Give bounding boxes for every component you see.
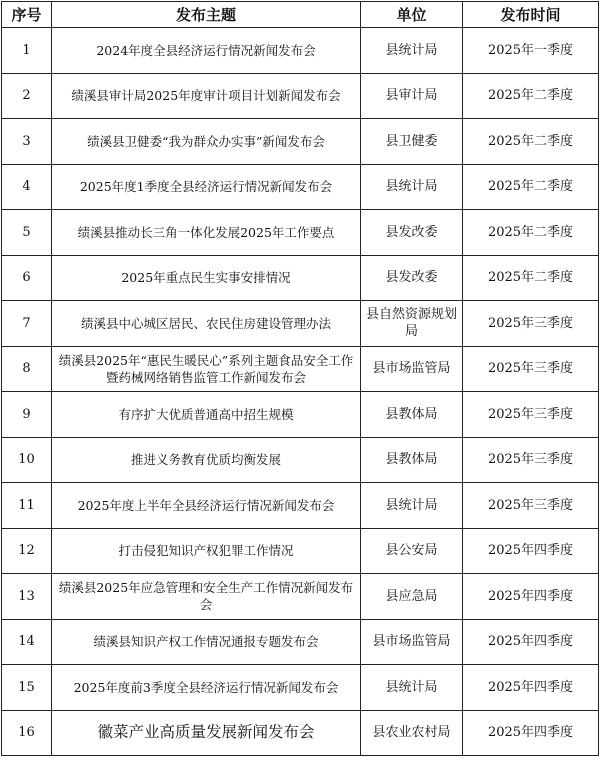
row-number-cell: 10 xyxy=(2,437,52,483)
row-unit-cell: 县教体局 xyxy=(361,392,463,438)
row-number-cell: 11 xyxy=(2,483,52,529)
table-row xyxy=(2,210,599,256)
header-unit: 单位 xyxy=(361,2,463,28)
table-row xyxy=(2,528,599,574)
table-row xyxy=(2,119,599,165)
header-topic: 发布主题 xyxy=(52,2,361,28)
table-row xyxy=(2,483,599,529)
row-time-cell: 2025年三季度 xyxy=(463,392,599,438)
row-topic-cell: 绩溪县2025年“惠民生暖民心”系列主题食品安全工作暨药械网络销售监管工作新闻发布会 xyxy=(52,346,361,392)
row-topic-cell: 绩溪县卫健委“我为群众办实事”新闻发布会 xyxy=(52,119,361,165)
row-unit-cell: 县发改委 xyxy=(361,210,463,256)
row-unit-cell: 县统计局 xyxy=(361,483,463,529)
row-number-cell: 4 xyxy=(2,164,52,210)
row-topic-cell: 绩溪县2025年应急管理和安全生产工作情况新闻发布会 xyxy=(52,574,361,620)
row-time-cell: 2025年三季度 xyxy=(463,301,599,347)
row-time-cell: 2025年四季度 xyxy=(463,619,599,665)
row-number-cell: 13 xyxy=(2,574,52,620)
row-unit-cell: 县自然资源规划局 xyxy=(361,301,463,347)
header-row xyxy=(2,2,599,28)
row-number-cell: 6 xyxy=(2,255,52,301)
row-topic-cell: 徽菜产业高质量发展新闻发布会 xyxy=(52,710,361,756)
row-number-cell: 12 xyxy=(2,528,52,574)
table-row xyxy=(2,619,599,665)
table-row xyxy=(2,346,599,392)
row-unit-cell: 县统计局 xyxy=(361,164,463,210)
row-number-cell: 3 xyxy=(2,119,52,165)
row-number-cell: 16 xyxy=(2,710,52,756)
row-time-cell: 2025年三季度 xyxy=(463,346,599,392)
row-topic-cell: 绩溪县中心城区居民、农民住房建设管理办法 xyxy=(52,301,361,347)
table-row xyxy=(2,392,599,438)
row-number-cell: 1 xyxy=(2,28,52,74)
row-unit-cell: 县统计局 xyxy=(361,28,463,74)
row-time-cell: 2025年四季度 xyxy=(463,665,599,711)
row-topic-cell: 绩溪县知识产权工作情况通报专题发布会 xyxy=(52,619,361,665)
table-row xyxy=(2,301,599,347)
row-topic-cell: 2025年度上半年全县经济运行情况新闻发布会 xyxy=(52,483,361,529)
table-row xyxy=(2,255,599,301)
table-row xyxy=(2,574,599,620)
row-time-cell: 2025年四季度 xyxy=(463,710,599,756)
row-time-cell: 2025年二季度 xyxy=(463,119,599,165)
table-row xyxy=(2,28,599,74)
row-unit-cell: 县应急局 xyxy=(361,574,463,620)
row-number-cell: 8 xyxy=(2,346,52,392)
row-unit-cell: 县统计局 xyxy=(361,665,463,711)
row-time-cell: 2025年四季度 xyxy=(463,528,599,574)
row-unit-cell: 县市场监管局 xyxy=(361,619,463,665)
row-number-cell: 15 xyxy=(2,665,52,711)
row-unit-cell: 县审计局 xyxy=(361,73,463,119)
row-topic-cell: 2025年重点民生实事安排情况 xyxy=(52,255,361,301)
header-time: 发布时间 xyxy=(463,2,599,28)
row-number-cell: 7 xyxy=(2,301,52,347)
row-time-cell: 2025年二季度 xyxy=(463,164,599,210)
release-schedule-table xyxy=(1,1,599,756)
row-time-cell: 2025年三季度 xyxy=(463,483,599,529)
row-time-cell: 2025年二季度 xyxy=(463,210,599,256)
table-row xyxy=(2,164,599,210)
row-topic-cell: 推进义务教育优质均衡发展 xyxy=(52,437,361,483)
row-time-cell: 2025年二季度 xyxy=(463,255,599,301)
row-unit-cell: 县农业农村局 xyxy=(361,710,463,756)
row-time-cell: 2025年一季度 xyxy=(463,28,599,74)
row-topic-cell: 绩溪县审计局2025年度审计项目计划新闻发布会 xyxy=(52,73,361,119)
row-number-cell: 2 xyxy=(2,73,52,119)
table-row xyxy=(2,710,599,756)
row-time-cell: 2025年二季度 xyxy=(463,73,599,119)
row-unit-cell: 县卫健委 xyxy=(361,119,463,165)
table-row xyxy=(2,437,599,483)
row-topic-cell: 2024年度全县经济运行情况新闻发布会 xyxy=(52,28,361,74)
row-topic-cell: 有序扩大优质普通高中招生规模 xyxy=(52,392,361,438)
row-number-cell: 5 xyxy=(2,210,52,256)
header-no: 序号 xyxy=(2,2,52,28)
row-number-cell: 14 xyxy=(2,619,52,665)
row-unit-cell: 县教体局 xyxy=(361,437,463,483)
row-topic-cell: 2025年度1季度全县经济运行情况新闻发布会 xyxy=(52,164,361,210)
row-unit-cell: 县市场监管局 xyxy=(361,346,463,392)
table-row xyxy=(2,73,599,119)
row-topic-cell: 2025年度前3季度全县经济运行情况新闻发布会 xyxy=(52,665,361,711)
row-time-cell: 2025年四季度 xyxy=(463,574,599,620)
row-unit-cell: 县发改委 xyxy=(361,255,463,301)
row-time-cell: 2025年三季度 xyxy=(463,437,599,483)
table-row xyxy=(2,665,599,711)
row-number-cell: 9 xyxy=(2,392,52,438)
row-topic-cell: 绩溪县推动长三角一体化发展2025年工作要点 xyxy=(52,210,361,256)
row-topic-cell: 打击侵犯知识产权犯罪工作情况 xyxy=(52,528,361,574)
row-unit-cell: 县公安局 xyxy=(361,528,463,574)
